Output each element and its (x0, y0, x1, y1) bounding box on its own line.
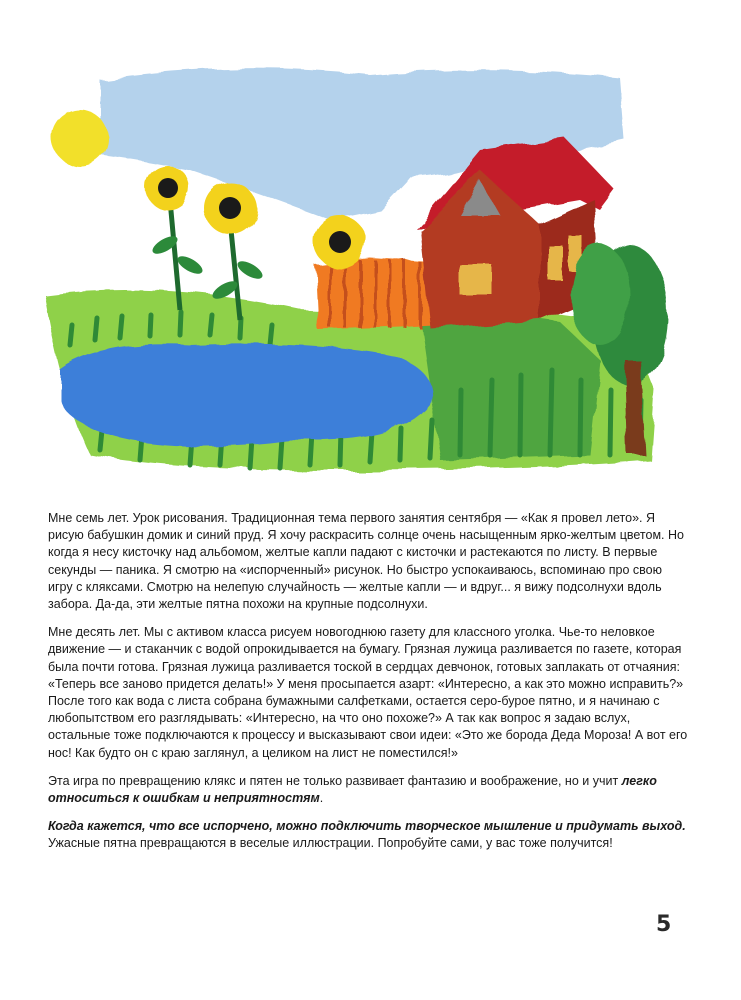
paragraph-text: Мне десять лет. Мы с активом класса рисуем новогоднюю газету для классного уголка. Чье-то неловкое движение — и стаканчик с водой опрокидывается на бумагу. Грязная лужица разливается по газете, которая была почти готова. Грязная лужица разливается тоской в сердцах девчонок, готовых заплакать от отчаяния: «Теперь все заново придется делать!» У меня просыпается азарт: «Интересно, а как это можно исправить?» После того как вода с листа собрана бумажными салфетками, остается серо-бурое пятно, и я начинаю с любопытством его разглядывать: «Интересно, на что оно похоже?» А так как вопрос я задаю вслух, остальные тоже подключаются к процессу и высказывают свои идеи: «Это же борода Деда Мороза! А вот его нос! Как будто он с краю заглянул, а целиком на лист не поместился!» (48, 625, 688, 760)
orange-fence (315, 258, 435, 330)
page-number: 5 (656, 912, 672, 937)
article-text (48, 510, 688, 864)
sun (52, 110, 108, 166)
paragraph-text: Мне семь лет. Урок рисования. Традиционная тема первого занятия сентября — «Как я провел лето». Я рисую бабушкин домик и синий пруд. Я хочу раскрасить солнце очень насыщенным ярко-желтым цветом. Но когда я несу кисточку над альбомом, желтые капли падают с кисточки и растекаются по листу. В первые секунды — паника. Я смотрю на «испорченный» рисунок. Но быстро успокаиваюсь, вспоминаю про свою игру с кляксами. Смотрю на нелепую случайность — желтые капли — и вдруг... я вижу подсолнухи вдоль забора. Да-да, эти желтые пятна похожи на крупные подсолнухи. (48, 511, 684, 612)
paragraph-1 (48, 510, 688, 613)
sunflower-3 (314, 216, 366, 268)
paragraph-text: Эта игра по превращению клякс и пятен не только развивает фантазию и воображение, но и учит (48, 773, 622, 788)
paragraph-text: Ужасные пятна превращаются в веселые иллюстрации. Попробуйте сами, у вас тоже получится! (48, 836, 613, 851)
sunflower-1 (146, 166, 205, 310)
emphasis-text: легко относиться к ошибкам и неприятностям (48, 773, 657, 806)
emphasis-text: Когда кажется, что все испорчено, можно подключить творческое мышление и придумать выход. (48, 819, 686, 834)
childrens-watercolor-illustration (40, 60, 670, 500)
blue-pond (60, 344, 432, 446)
paragraph-3 (48, 773, 688, 807)
paragraph-4 (48, 818, 688, 852)
paragraph-text: . (319, 791, 324, 806)
paragraph-2 (48, 624, 688, 762)
